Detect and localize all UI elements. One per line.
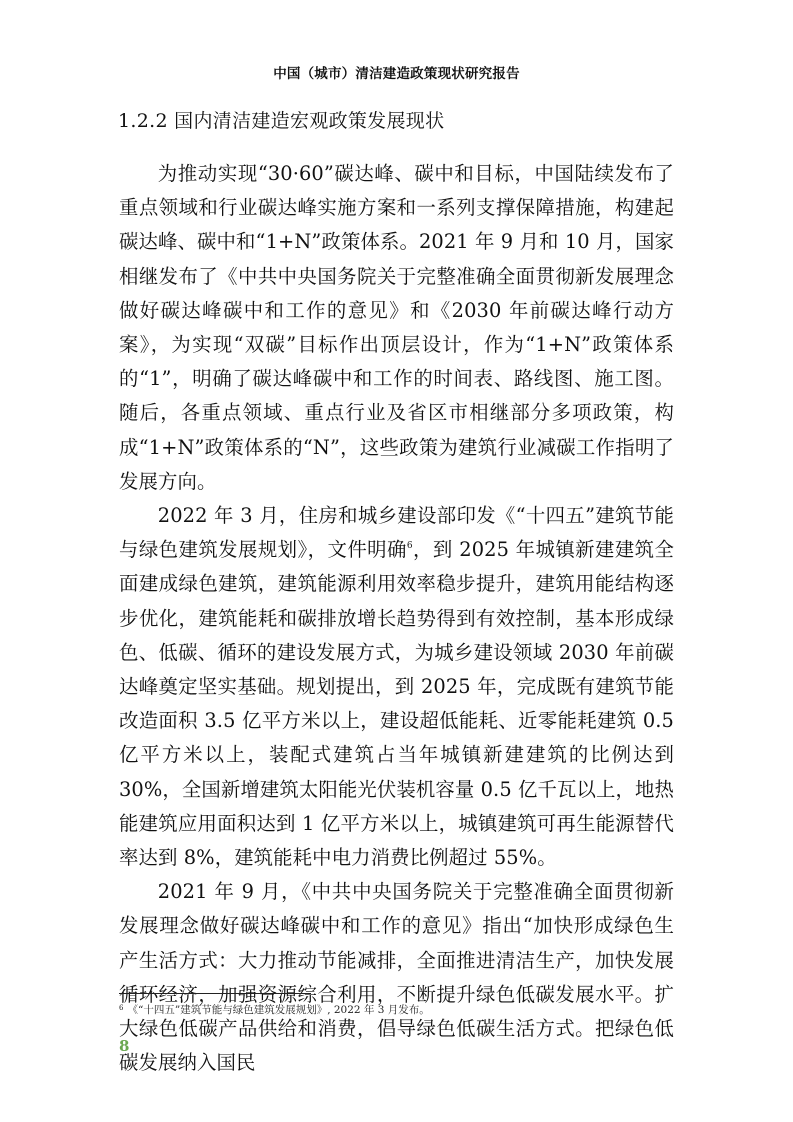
body-text bbox=[119, 157, 674, 1080]
section-heading: 1.2.2 国内清洁建造宏观政策发展现状 bbox=[118, 110, 445, 132]
paragraph-2 bbox=[119, 499, 674, 875]
page-number: 8 bbox=[119, 1037, 130, 1055]
footnote-number: 6 bbox=[119, 1004, 124, 1012]
paragraph-2-text-before: 2022 年 3 月，住房和城乡建设部印发《“十四五”建筑节能与绿色建筑发展规划》，文件明确 bbox=[119, 504, 674, 562]
running-header: 中国（城市）清洁建造政策现状研究报告 bbox=[273, 66, 520, 82]
paragraph-3: 2021 年 9 月，《中共中央国务院关于完整准确全面贯彻新发展理念做好碳达峰碳中和工作的意见》指出“加快形成绿色生产生活方式：大力推动节能减排，全面推进清洁生产，加快发展循环经济，加强资源综合利用，不断提升绿色低碳发展水平。扩大绿色低碳产品供给和消费，倡导绿色低碳生活方式。把绿色低碳发展纳入国民 bbox=[119, 880, 674, 1075]
footnote bbox=[119, 1002, 430, 1017]
footnote-reference[interactable]: 6 bbox=[406, 541, 413, 552]
paragraph-1: 为推动实现“30·60”碳达峰、碳中和目标，中国陆续发布了重点领域和行业碳达峰实施方案和一系列支撑保障措施，构建起碳达峰、碳中和“1+N”政策体系。2021 年 9 月和 10 月，国家相继发布了《中共中央国务院关于完整准确全面贯彻新发展理念做好碳达峰碳中和工作的意见》和《2030 年前碳达峰行动方案》，为实现“双碳”目标作出顶层设计，作为“1+N”政策体系的“1”，明确了碳达峰碳中和工作的时间表、路线图、施工图。随后，各重点领域、重点行业及省区市相继部分多项政策，构成“1+N”政策体系的“N”，这些政策为建筑行业减碳工作指明了发展方向。 bbox=[119, 162, 674, 493]
paragraph-2-text-after: ，到 2025 年城镇新建建筑全面建成绿色建筑，建筑能源利用效率稳步提升，建筑用能结构逐步优化，建筑能耗和碳排放增长趋势得到有效控制，基本形成绿色、低碳、循环的建设发展方式，为城乡建设领域 2030 年前碳达峰奠定坚实基础。规划提出，到 2025 年，完成既有建筑节能改造面积 3.5 亿平方米以上，建设超低能耗、近零能耗建筑 0.5 亿平方米以上，装配式建筑占当年城镇新建建筑的比例达到 30%，全国新增建筑太阳能光伏装机容量 0.5 亿千瓦以上，地热能建筑应用面积达到 1 亿平方米以上，城镇建筑可再生能源替代率达到 8%，建筑能耗中电力消费比例超过 55%。 bbox=[119, 538, 674, 870]
footnote-text: 《“十四五”建筑节能与绿色建筑发展规划》, 2022 年 3 月发布。 bbox=[127, 1004, 430, 1016]
footnote-divider bbox=[119, 993, 311, 994]
